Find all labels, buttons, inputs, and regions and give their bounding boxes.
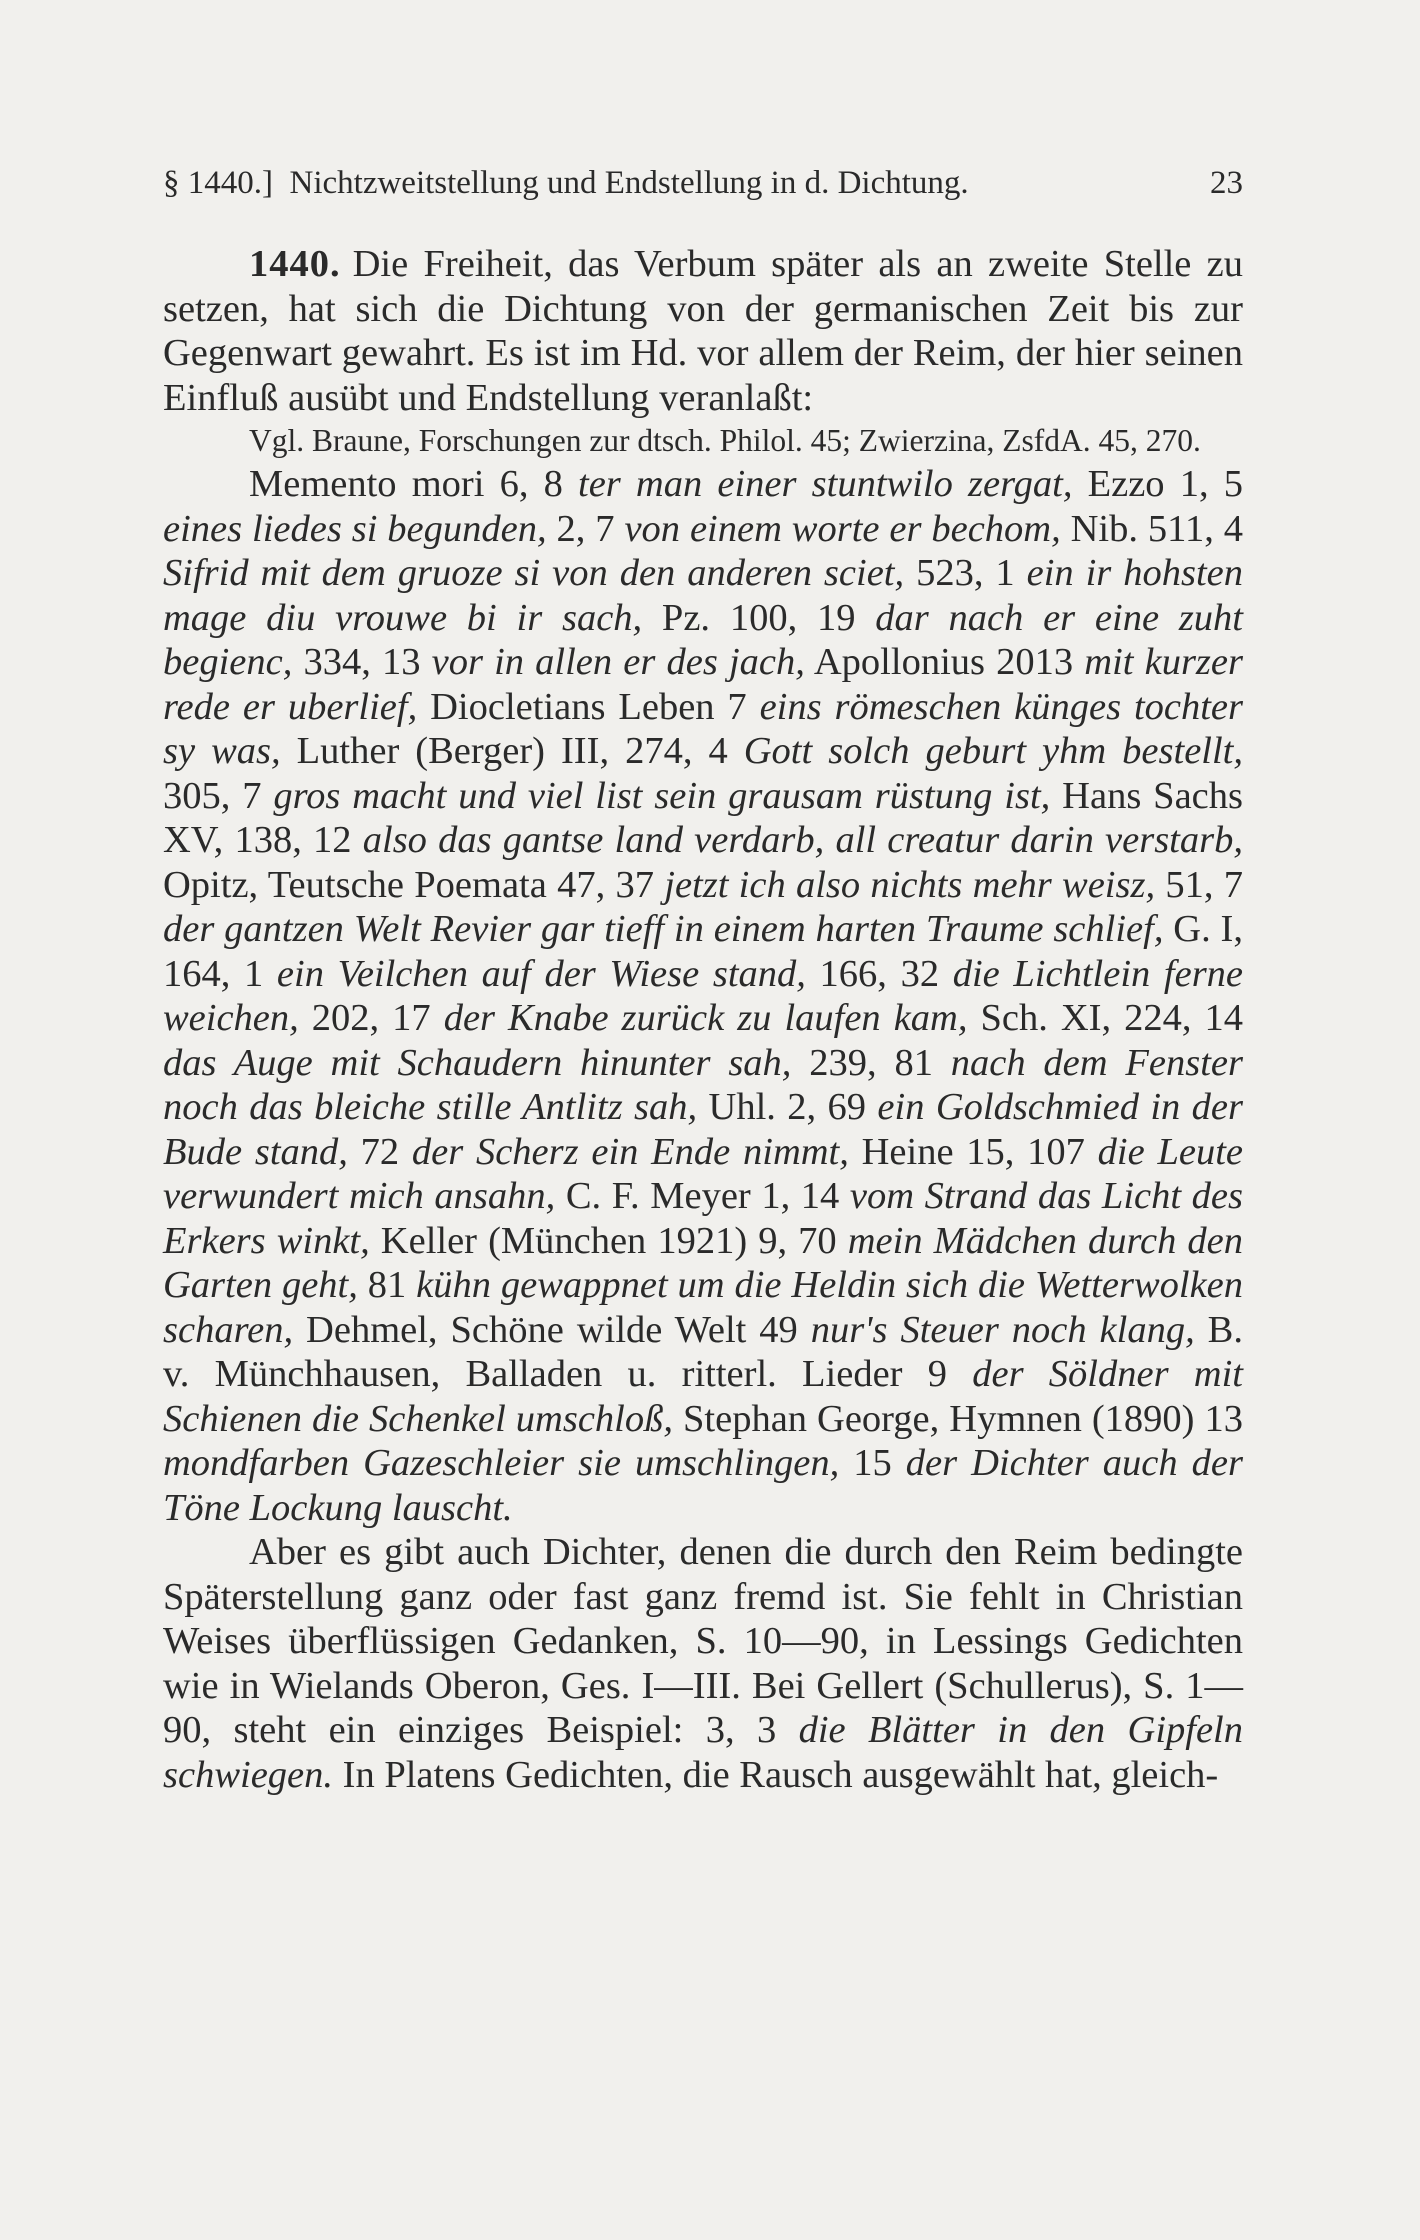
quoted-verse: die Lichtlein ferne weichen,	[163, 952, 1244, 1039]
citation-reference: 305, 7	[163, 774, 274, 817]
quoted-verse: vom Strand das Licht des Erkers winkt,	[163, 1175, 1243, 1262]
citation-reference: 166, 32	[805, 952, 953, 995]
quoted-verse: der gantzen Welt Revier gar tieff in einem harten Traume schlief,	[163, 908, 1164, 950]
paragraph-3	[163, 1530, 1243, 1797]
body-text	[163, 242, 1243, 1797]
citation-reference: 51, 7	[1155, 863, 1243, 906]
quoted-verse: der Dichter auch der Töne Lockung lauscht.	[163, 1442, 1244, 1529]
citation-reference: Nib. 511, 4	[1060, 507, 1244, 550]
quoted-verse: Gott solch geburt yhm bestellt,	[743, 730, 1243, 772]
quoted-verse: kühn gewappnet um die Heldin sich die Wetterwolken scharen,	[163, 1264, 1244, 1351]
citation-reference: G. I, 164, 1	[163, 908, 1243, 995]
paragraph-1-text: Die Freiheit, das Verbum später als an zweite Stelle zu setzen, hat sich die Dichtung von der germanischen Zeit bis zur Gegenwart gewahrt. Es ist im Hd. vor allem der Reim, der hier seinen Einfluß ausübt und Endstellung veranlaßt:	[163, 243, 1243, 419]
quoted-verse: eins römeschen künges tochter sy was,	[163, 685, 1243, 772]
running-header	[163, 160, 1243, 206]
examples-paragraph	[163, 462, 1243, 1530]
citation-reference: Uhl. 2, 69	[697, 1086, 878, 1128]
citation-reference: 2, 7	[546, 507, 625, 550]
quoted-verse: das Auge mit Schaudern hinunter sah,	[163, 1041, 792, 1084]
paragraph-3-italic-quote: die Blätter in den Gipfeln schwiegen.	[163, 1709, 1243, 1796]
quoted-verse: dar nach er eine zuht begienc,	[163, 596, 1243, 683]
quoted-verse: nur's Steuer noch klang,	[810, 1308, 1195, 1351]
citation-reference: Heine 15, 107	[848, 1130, 1098, 1173]
quoted-verse: nach dem Fenster noch das bleiche stille Antlitz sah,	[163, 1041, 1243, 1128]
quoted-verse: also das gantse land verdarb, all creatur darin verstarb,	[362, 819, 1243, 861]
header-section-ref: § 1440.]	[163, 165, 273, 201]
citation-reference: Dehmel, Schöne wilde Welt 49	[293, 1308, 811, 1351]
quoted-verse: mit kurzer rede er uberlief,	[163, 641, 1243, 728]
section-number: 1440.	[249, 243, 341, 285]
citation-reference: Opitz, Teutsche Poemata 47, 37	[163, 863, 665, 906]
bibliographic-note: Vgl. Braune, Forschungen zur dtsch. Philol. 45; Zwierzina, ZsfdA. 45, 270.	[249, 423, 1201, 458]
quoted-verse: ter man einer stuntwilo zergat,	[578, 463, 1073, 505]
citation-reference: Pz. 100, 19	[642, 596, 876, 639]
citation-reference: Hans Sachs XV, 138, 12	[163, 774, 1243, 861]
quoted-verse: von einem worte er bechom,	[624, 507, 1061, 550]
quoted-verse: ein Veilchen auf der Wiese stand,	[276, 952, 806, 995]
citation-reference: Apollonius 2013	[804, 641, 1085, 683]
header-title: Nichtzweitstellung und Endstellung in d. Dichtung.	[289, 165, 969, 201]
citation-reference: 15	[839, 1442, 906, 1484]
quoted-verse: jetzt ich also nichts mehr weisz,	[664, 863, 1156, 906]
quoted-verse: der Scherz ein Ende nimmt,	[411, 1130, 849, 1173]
paragraph-3-text-b: In Platens Gedichten, die Rausch ausgewählt hat, gleich-	[333, 1753, 1219, 1796]
citation-reference: Luther (Berger) III, 274, 4	[280, 730, 744, 772]
quoted-verse: vor in allen er des jach,	[431, 641, 805, 683]
citation-reference: Sch. XI, 224, 14	[967, 997, 1244, 1039]
citation-reference: 523, 1	[904, 552, 1027, 594]
citation-reference: Ezzo 1, 5	[1072, 463, 1243, 505]
page-number: 23	[1210, 165, 1243, 201]
quoted-verse: der Söldner mit Schienen die Schenkel umschloß,	[163, 1353, 1243, 1440]
quoted-verse: eines liedes si begunden,	[163, 507, 547, 550]
quoted-verse: gros macht und viel list sein grausam rüstung ist,	[273, 774, 1051, 817]
paragraph-1440	[163, 242, 1243, 420]
quoted-verse: der Knabe zurück zu laufen kam,	[443, 997, 968, 1039]
quoted-verse: ein ir hohsten mage diu vrouwe bi ir sach,	[163, 552, 1244, 639]
quoted-verse: mondfarben Gazeschleier sie umschlingen,	[163, 1442, 840, 1484]
citation-reference: Memento mori 6, 8	[249, 463, 579, 505]
citation-reference: C. F. Meyer 1, 14	[555, 1175, 850, 1217]
citation-reference: B. v. Münchhausen, Balladen u. ritterl. Lieder 9	[163, 1308, 1243, 1395]
quoted-verse: ein Goldschmied in der Bude stand,	[163, 1086, 1243, 1173]
citation-reference: 334, 13	[292, 641, 432, 683]
citation-reference: 239, 81	[791, 1041, 951, 1084]
quoted-verse: Sifrid mit dem gruoze si von den anderen sciet,	[163, 552, 905, 594]
quoted-verse: mein Mädchen durch den Garten geht,	[163, 1219, 1243, 1306]
paragraph-3-text-a: Aber es gibt auch Dichter, denen die durch den Reim bedingte Späterstellung ganz oder fast ganz fremd ist. Sie fehlt in Christian Weises überflüssigen Gedanken, S. 10—90, in Lessings Gedichten wie in Wielands Oberon, Ges. I—III. Bei Gellert (Schullerus), S. 1—90, steht ein einziges Beispiel: 3, 3	[163, 1531, 1243, 1751]
quoted-verse: die Leute verwundert mich ansahn,	[163, 1130, 1243, 1217]
citation-reference: 202, 17	[298, 997, 444, 1039]
citation-reference: Keller (München 1921) 9, 70	[369, 1219, 848, 1262]
citation-reference: Diocletians Leben 7	[417, 685, 760, 728]
citation-reference: Stephan George, Hymnen (1890) 13	[673, 1397, 1243, 1440]
citation-reference: 72	[347, 1130, 412, 1173]
citation-reference: 81	[357, 1264, 417, 1306]
